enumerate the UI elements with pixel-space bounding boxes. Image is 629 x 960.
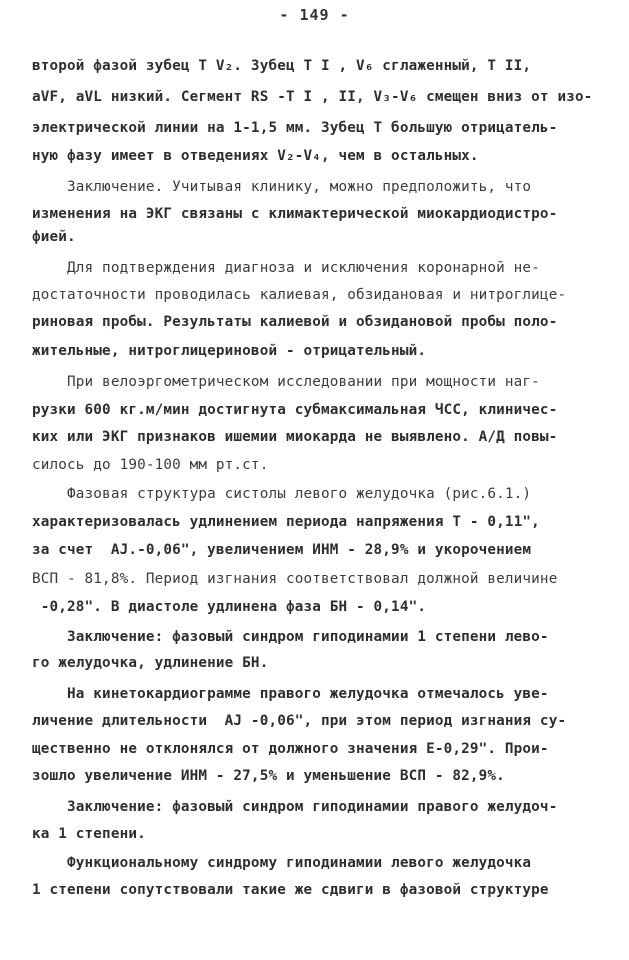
page-number: - 149 - [279,6,350,24]
text-line: На кинетокардиограмме правого желудочка отмечалось уве- [32,686,549,702]
text-line: Заключение. Учитывая клинику, можно предположить, что [32,179,532,195]
text-line: ВСП - 81,8%. Период изгнания соответствовал должной величине [32,571,558,587]
text-line: Фазовая структура систолы левого желудочка (рис.6.1.) [32,486,532,502]
text-line: характеризовалась удлинением периода напряжения T - 0,11", [32,514,540,530]
text-line: ких или ЭКГ признаков ишемии миокарда не выявлено. А/Д повы- [32,429,558,445]
text-line: изменения на ЭКГ связаны с климактерической миокардиодистро- [32,206,558,222]
text-line: Для подтверждения диагноза и исключения коронарной не- [32,260,540,276]
text-line: второй фазой зубец T V₂. Зубец T I , V₆ сглаженный, T II, [32,58,532,74]
text-line: риновая пробы. Результаты калиевой и обзидановой пробы поло- [32,314,558,330]
text-line: фией. [32,229,76,245]
text-line: щественно не отклонялся от должного значения E-0,29". Прои- [32,741,549,757]
text-line: электрической линии на 1-1,5 мм. Зубец T большую отрицатель- [32,120,558,136]
text-line: силось до 190-100 мм рт.ст. [32,457,269,473]
text-line: При велоэргометрическом исследовании при мощности наг- [32,374,540,390]
text-line: aVF, aVL низкий. Сегмент RS -T I , II, V₃-V₆ смещен вниз от изо- [32,89,593,105]
text-line: -0,28". В диастоле удлинена фаза БН - 0,14". [32,599,427,615]
text-line: личение длительности AJ -0,06", при этом период изгнания су- [32,713,567,729]
text-line: жительные, нитроглицериновой - отрицательный. [32,343,427,359]
text-line: Заключение: фазовый синдром гиподинамии 1 степени лево- [32,629,549,645]
text-line: за счет AJ.-0,06", увеличением ИНМ - 28,9% и укорочением [32,542,532,558]
text-line: Заключение: фазовый синдром гиподинамии правого желудоч- [32,799,558,815]
text-line: ка 1 степени. [32,826,146,842]
text-line: го желудочка, удлинение БН. [32,655,269,671]
text-line: зошло увеличение ИНМ - 27,5% и уменьшение ВСП - 82,9%. [32,768,505,784]
text-line: 1 степени сопутствовали такие же сдвиги в фазовой структуре [32,882,549,898]
text-line: рузки 600 кг.м/мин достигнута субмаксимальная ЧСС, клиничес- [32,402,558,418]
text-line: ную фазу имеет в отведениях V₂-V₄, чем в остальных. [32,148,479,164]
text-line: Функциональному синдрому гиподинамии левого желудочка [32,855,532,871]
text-line: достаточности проводилась калиевая, обзидановая и нитроглице- [32,287,567,303]
